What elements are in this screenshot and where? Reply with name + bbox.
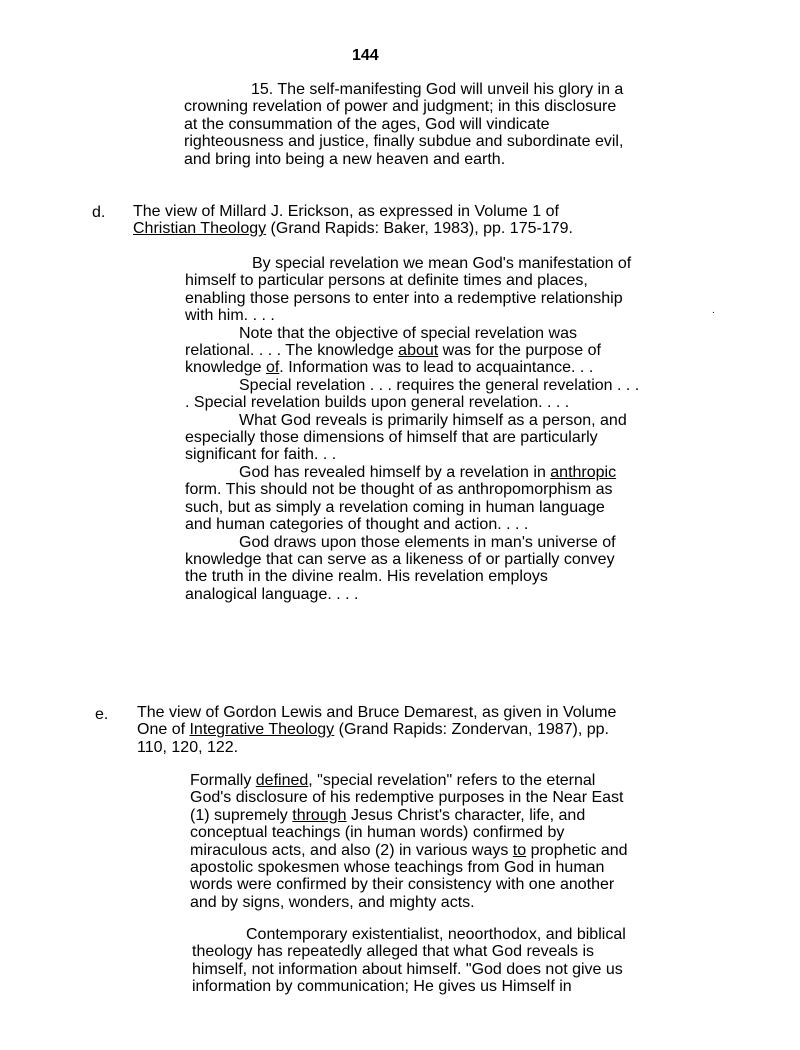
- text-span: One of: [137, 721, 190, 739]
- text-line: at the consummation of the ages, God will vindicate: [184, 115, 550, 133]
- point-15-paragraph: [184, 81, 623, 168]
- quote-line: and human categories of thought and action. . . .: [185, 516, 529, 534]
- page-number: 144: [352, 47, 379, 64]
- quote-line: [185, 359, 639, 376]
- quote-line: [190, 842, 628, 859]
- book-title: Integrative Theology: [189, 721, 335, 739]
- quote-line: information by communication; He gives us Himself in: [192, 978, 572, 996]
- quote-line: form. This should not be thought of as anthropomorphism as: [185, 481, 613, 499]
- text-line: 15. The self-manifesting God will unveil his glory in a: [251, 81, 624, 98]
- text-line: righteousness and justice, finally subdue and subordinate evil,: [184, 133, 624, 151]
- quote-line: God draws upon those elements in man's universe of: [239, 533, 616, 551]
- quote-line: conceptual teachings (in human words) confirmed by: [190, 824, 565, 842]
- section-e-quote-2: [192, 926, 626, 996]
- heading-line: The view of Millard J. Erickson, as expressed in Volume 1 of: [133, 203, 559, 220]
- citation: (Grand Rapids: Zondervan, 1987), pp.: [334, 721, 609, 739]
- underlined-word: to: [512, 841, 527, 859]
- citation: (Grand Rapids: Baker, 1983), pp. 175-179.: [266, 220, 573, 238]
- quote-line: Note that the objective of special revelation was: [239, 324, 577, 342]
- text-span: Jesus Christ's character, life, and: [346, 806, 586, 824]
- text-line: crowning revelation of power and judgment; in this disclosure: [184, 98, 617, 116]
- text-span: (1) supremely: [190, 806, 293, 824]
- quote-line: Special revelation . . . requires the general revelation . . .: [239, 376, 640, 394]
- quote-line: significant for faith. . .: [185, 446, 337, 464]
- quote-line: especially those dimensions of himself that are particularly: [185, 429, 598, 447]
- quote-line: [190, 772, 628, 789]
- quote-line: enabling those persons to enter into a redemptive relationship: [185, 289, 623, 307]
- section-d-heading: [133, 203, 573, 238]
- underlined-word: through: [292, 806, 347, 824]
- quote-line: [185, 342, 639, 359]
- text-span: Formally: [190, 772, 256, 789]
- quote-line: [190, 807, 628, 824]
- section-e-marker: e.: [95, 706, 109, 723]
- underlined-word: about: [398, 342, 439, 360]
- text-span: God has revealed himself by a revelation in: [239, 463, 551, 481]
- section-d-quote: [185, 255, 639, 603]
- quote-line: theology has repeatedly alleged that what God reveals is: [192, 943, 595, 961]
- quote-line: the truth in the divine realm. His revelation employs: [185, 568, 548, 586]
- text-line: and bring into being a new heaven and earth.: [184, 150, 506, 168]
- heading-line: 110, 120, 122.: [137, 738, 239, 756]
- underlined-word: defined: [255, 772, 309, 789]
- section-e-heading: [137, 704, 616, 756]
- text-span: . Information was to lead to acquaintance. . .: [279, 359, 594, 377]
- text-span: miraculous acts, and also (2) in various ways: [190, 841, 513, 859]
- quote-line: such, but as simply a revelation coming in human language: [185, 498, 605, 516]
- quote-line: words were confirmed by their consistency with one another: [190, 876, 615, 894]
- quote-line: . Special revelation builds upon general revelation. . . .: [185, 394, 570, 412]
- quote-line: What God reveals is primarily himself as a person, and: [239, 411, 627, 429]
- book-title: Christian Theology: [133, 220, 267, 238]
- text-span: knowledge: [185, 359, 266, 377]
- heading-line: The view of Gordon Lewis and Bruce Demarest, as given in Volume: [137, 704, 617, 721]
- stray-mark: .: [712, 305, 715, 316]
- quote-line: By special revelation we mean God's manifestation of: [252, 255, 632, 272]
- text-span: was for the purpose of: [438, 342, 601, 360]
- underlined-word: anthropic: [550, 463, 617, 481]
- section-d-marker: d.: [92, 204, 106, 221]
- text-span: relational. . . . The knowledge: [185, 342, 399, 360]
- text-span: , "special revelation" refers to the eternal: [308, 772, 596, 789]
- quote-line: with him. . . .: [185, 307, 275, 325]
- heading-line: [137, 721, 616, 738]
- underlined-word: of: [265, 359, 280, 377]
- quote-line: knowledge that can serve as a likeness of or partially convey: [185, 550, 615, 568]
- quote-line: God's disclosure of his redemptive purposes in the Near East: [190, 789, 624, 807]
- text-span: prophetic and: [526, 841, 628, 859]
- quote-line: and by signs, wonders, and mighty acts.: [190, 893, 475, 911]
- quote-line: himself to particular persons at definite times and places,: [185, 272, 588, 290]
- section-e-quote-1: [190, 772, 628, 911]
- quote-line: [185, 464, 639, 481]
- quote-line: apostolic spokesmen whose teachings from God in human: [190, 859, 605, 877]
- quote-line: Contemporary existentialist, neoorthodox, and biblical: [246, 926, 626, 943]
- quote-line: analogical language. . . .: [185, 585, 359, 603]
- quote-line: himself, not information about himself. "God does not give us: [192, 960, 623, 978]
- heading-line: [133, 220, 573, 237]
